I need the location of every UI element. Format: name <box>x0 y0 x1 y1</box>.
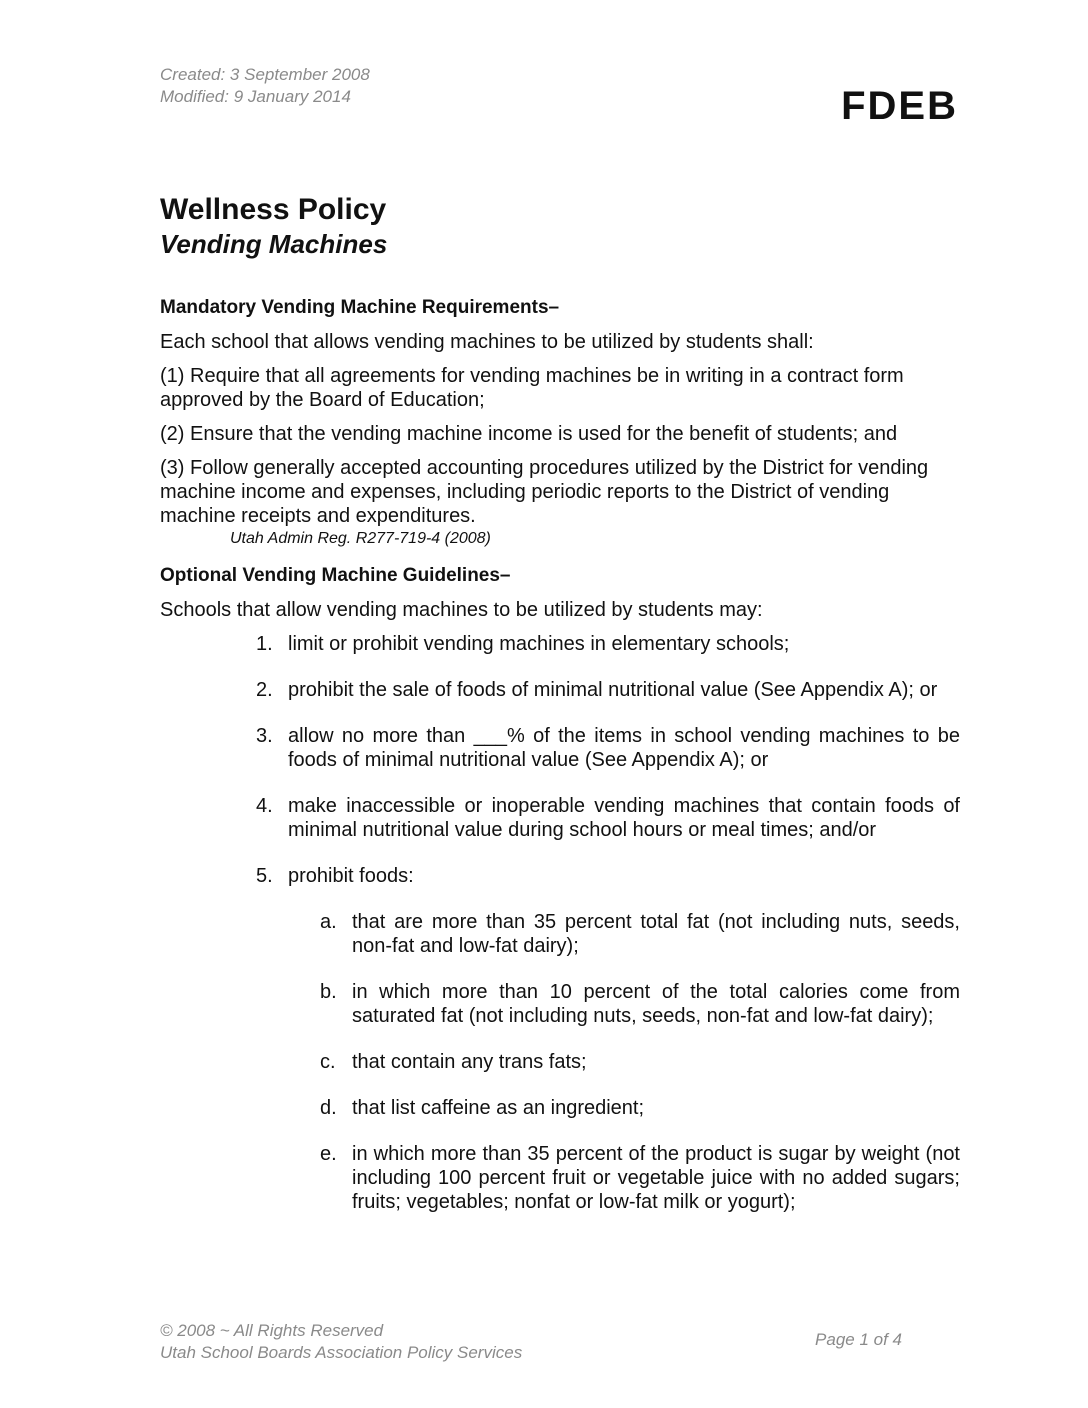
list-item <box>160 794 960 842</box>
sub-list-letter: d. <box>320 1097 337 1119</box>
mandatory-item: (3) Follow generally accepted accounting procedures utilized by the District for vending machine income and expenses, including periodic reports to the District of vending machine receipts and expenditures. <box>160 457 929 527</box>
optional-intro: Schools that allow vending machines to be utilized by students may: <box>160 599 763 621</box>
copyright: © 2008 ~ All Rights Reserved <box>160 1321 384 1340</box>
list-number: 1. <box>256 633 273 655</box>
sub-list-item <box>288 1142 960 1214</box>
sub-list-item <box>288 1096 960 1120</box>
list-item <box>160 724 960 772</box>
list-text: limit or prohibit vending machines in elementary schools; <box>288 633 790 655</box>
organization: Utah School Boards Association Policy Services <box>160 1343 523 1362</box>
optional-heading: Optional Vending Machine Guidelines– <box>160 565 511 586</box>
sub-list-item <box>288 1050 960 1074</box>
document-dates <box>160 64 370 108</box>
sub-list-letter: a. <box>320 911 337 933</box>
sub-list-item <box>288 980 960 1028</box>
page-number: Page 1 of 4 <box>815 1330 902 1349</box>
list-number: 3. <box>256 725 273 747</box>
list-text: allow no more than ___% of the items in school vending machines to be foods of minimal nutritional value (See Appendix A); or <box>288 725 960 771</box>
sub-list-text: that are more than 35 percent total fat (not including nuts, seeds, non-fat and low-fat dairy); <box>352 911 960 957</box>
sub-list-item <box>288 910 960 958</box>
sub-list-text: in which more than 35 percent of the product is sugar by weight (not including 100 percent fruit or vegetable juice with no added sugars; fruits; vegetables; nonfat or low-fat milk or yogurt); <box>352 1143 960 1213</box>
mandatory-item: (2) Ensure that the vending machine income is used for the benefit of students; and <box>160 423 898 445</box>
created-date: Created: 3 September 2008 <box>160 65 370 84</box>
sub-list-text: that contain any trans fats; <box>352 1051 587 1073</box>
list-text: prohibit foods: <box>288 865 414 887</box>
mandatory-item: (1) Require that all agreements for vending machines be in writing in a contract form approved by the Board of Education; <box>160 365 904 411</box>
list-text: make inaccessible or inoperable vending machines that contain foods of minimal nutritional value during school hours or meal times; and/or <box>288 795 960 841</box>
citation: Utah Admin Reg. R277-719-4 (2008) <box>230 530 491 547</box>
optional-list <box>160 632 960 1214</box>
title-block <box>160 192 387 260</box>
list-number: 5. <box>256 865 273 887</box>
list-number: 4. <box>256 795 273 817</box>
footer-copyright-block <box>160 1320 522 1364</box>
page-title: Wellness Policy <box>160 193 387 226</box>
modified-date: Modified: 9 January 2014 <box>160 87 351 106</box>
page-subtitle: Vending Machines <box>160 229 388 259</box>
list-item <box>160 864 960 1214</box>
policy-code: FDEB <box>841 84 958 128</box>
mandatory-intro: Each school that allows vending machines to be utilized by students shall: <box>160 331 814 353</box>
sub-list-letter: e. <box>320 1143 337 1165</box>
sub-list-letter: b. <box>320 981 337 1003</box>
sub-list-letter: c. <box>320 1051 336 1073</box>
sub-list <box>288 910 960 1214</box>
document-body <box>160 296 960 1236</box>
sub-list-text: in which more than 10 percent of the total calories come from saturated fat (not including nuts, seeds, non-fat and low-fat dairy); <box>352 981 960 1027</box>
list-number: 2. <box>256 679 273 701</box>
list-text: prohibit the sale of foods of minimal nutritional value (See Appendix A); or <box>288 679 938 701</box>
list-item <box>160 632 960 656</box>
list-item <box>160 678 960 702</box>
sub-list-text: that list caffeine as an ingredient; <box>352 1097 645 1119</box>
mandatory-heading: Mandatory Vending Machine Requirements– <box>160 297 560 318</box>
